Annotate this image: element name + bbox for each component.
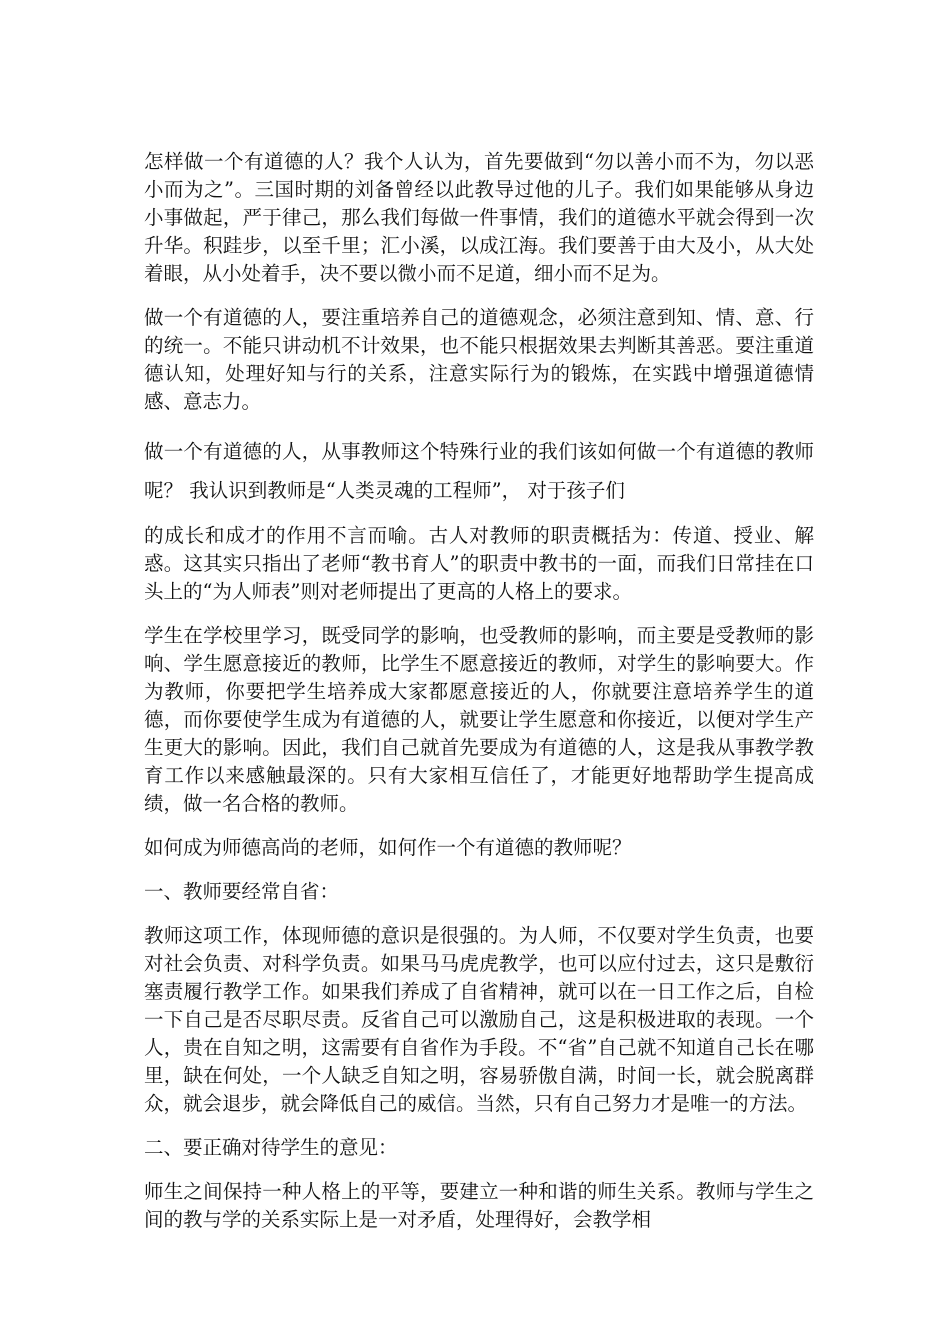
paragraph-7: 师生之间保持一种人格上的平等，要建立一种和谐的师生关系。教师与学生之间的教与学的关系实际上是一对矛盾，处理得好，会教学相 [144, 1180, 814, 1231]
paragraph-6: 教师这项工作，体现师德的意识是很强的。为人师，不仅要对学生负责，也要对社会负责、对科学负责。如果马马虎虎教学，也可以应付过去，这只是敷衍塞责履行教学工作。如果我们养成了自省精神，就可以在一日工作之后，自检一下自己是否尽职尽责。反省自己可以激励自己，这是积极进取的表现。一个人，贵在自知之明，这需要有自省作为手段。不“省”自己就不知道自己长在哪里，缺在何处，一个人缺乏自知之明，容易骄傲自满，时间一长，就会脱离群众，就会退步，就会降低自己的威信。当然，只有自己努力才是唯一的方法。 [144, 924, 814, 1115]
paragraph-1: 怎样做一个有道德的人？我个人认为，首先要做到“勿以善小而不为，勿以恶小而为之”。三国时期的刘备曾经以此教导过他的儿子。我们如果能够从身边小事做起，严于律己，那么我们每做一件事情，我们的道德水平就会得到一次升华。积跬步，以至千里；汇小溪，以成江海。我们要善于由大及小，从大处着眼，从小处着手，决不要以微小而不足道，细小而不足为。 [144, 150, 814, 285]
question-heading: 如何成为师德高尚的老师，如何作一个有道德的教师呢？ [144, 836, 632, 859]
paragraph-3: 做一个有道德的人，从事教师这个特殊行业的我们该如何做一个有道德的教师呢？ 我认识到教师是“人类灵魂的工程师”， 对于孩子们 [144, 440, 814, 502]
section-heading-2: 二、要正确对待学生的意见： [144, 1136, 398, 1159]
document-body [144, 148, 814, 1250]
paragraph-4: 的成长和成才的作用不言而喻。古人对教师的职责概括为：传道、授业、解惑。这其实只指出了老师“教书育人”的职责中教书的一面，而我们日常挂在口头上的“为人师表”则对老师提出了更高的人格上的要求。 [144, 524, 814, 603]
paragraph-2: 做一个有道德的人，要注重培养自己的道德观念，必须注意到知、情、意、行的统一。不能只讲动机不计效果，也不能只根据效果去判断其善恶。要注重道德认知，处理好知与行的关系，注意实际行为的锻炼，在实践中增强道德情感、意志力。 [144, 306, 814, 413]
paragraph-5: 学生在学校里学习，既受同学的影响，也受教师的影响，而主要是受教师的影响、学生愿意接近的教师，比学生不愿意接近的教师，对学生的影响要大。作为教师，你要把学生培养成大家都愿意接近的人，你就要注意培养学生的道德，而你要使学生成为有道德的人，就要让学生愿意和你接近，以便对学生产生更大的影响。因此，我们自己就首先要成为有道德的人，这是我从事教学教育工作以来感触最深的。只有大家相互信任了，才能更好地帮助学生提高成绩，做一名合格的教师。 [144, 624, 814, 815]
section-heading-1: 一、教师要经常自省： [144, 880, 340, 903]
